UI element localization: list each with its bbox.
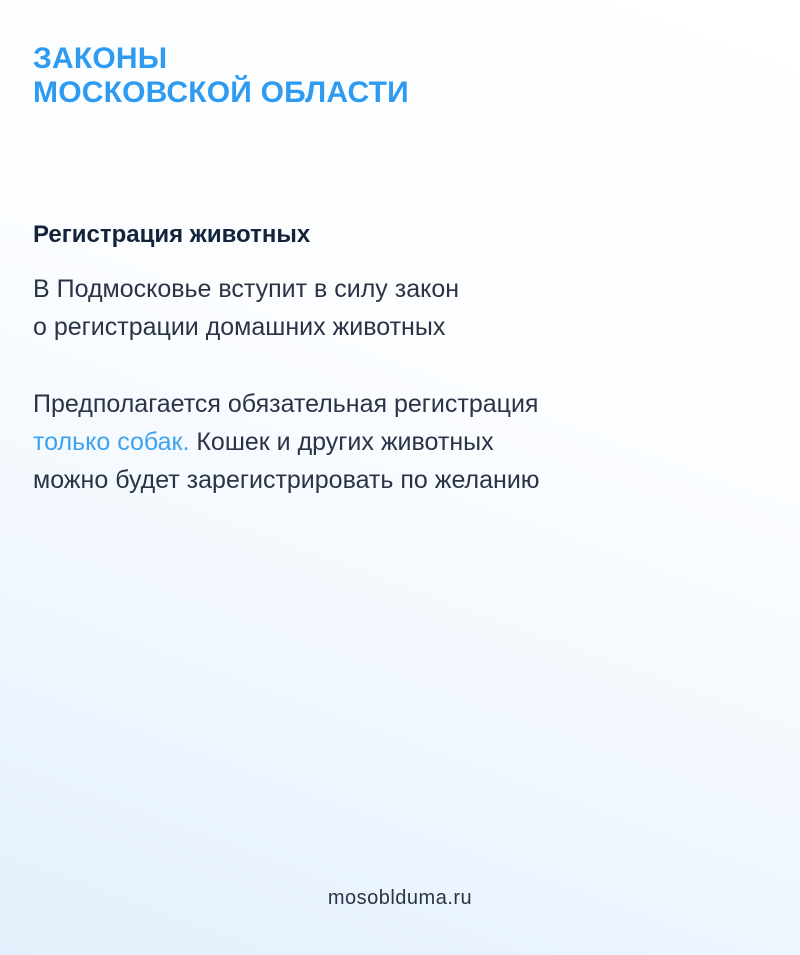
detail-line2-rest: Кошек и других животных — [189, 428, 494, 456]
detail-line2 — [33, 423, 753, 461]
section-heading: Регистрация животных — [33, 221, 311, 248]
header-title-line2: МОСКОВСКОЙ ОБЛАСТИ — [33, 76, 409, 109]
footer-website: mosobldumа.ru — [327, 887, 473, 909]
intro-paragraph — [33, 270, 753, 346]
detail-paragraph — [33, 385, 753, 499]
intro-line1: В Подмосковье вступит в силу закон — [33, 275, 460, 303]
detail-line1: Предполагается обязательная регистрация — [33, 390, 539, 418]
highlight-text: только собак. — [33, 428, 190, 456]
detail-line3: можно будет зарегистрировать по желанию — [33, 466, 540, 494]
intro-line2: о регистрации домашних животных — [33, 313, 446, 341]
header-title — [33, 42, 409, 110]
header-title-line1: ЗАКОНЫ — [33, 42, 168, 75]
